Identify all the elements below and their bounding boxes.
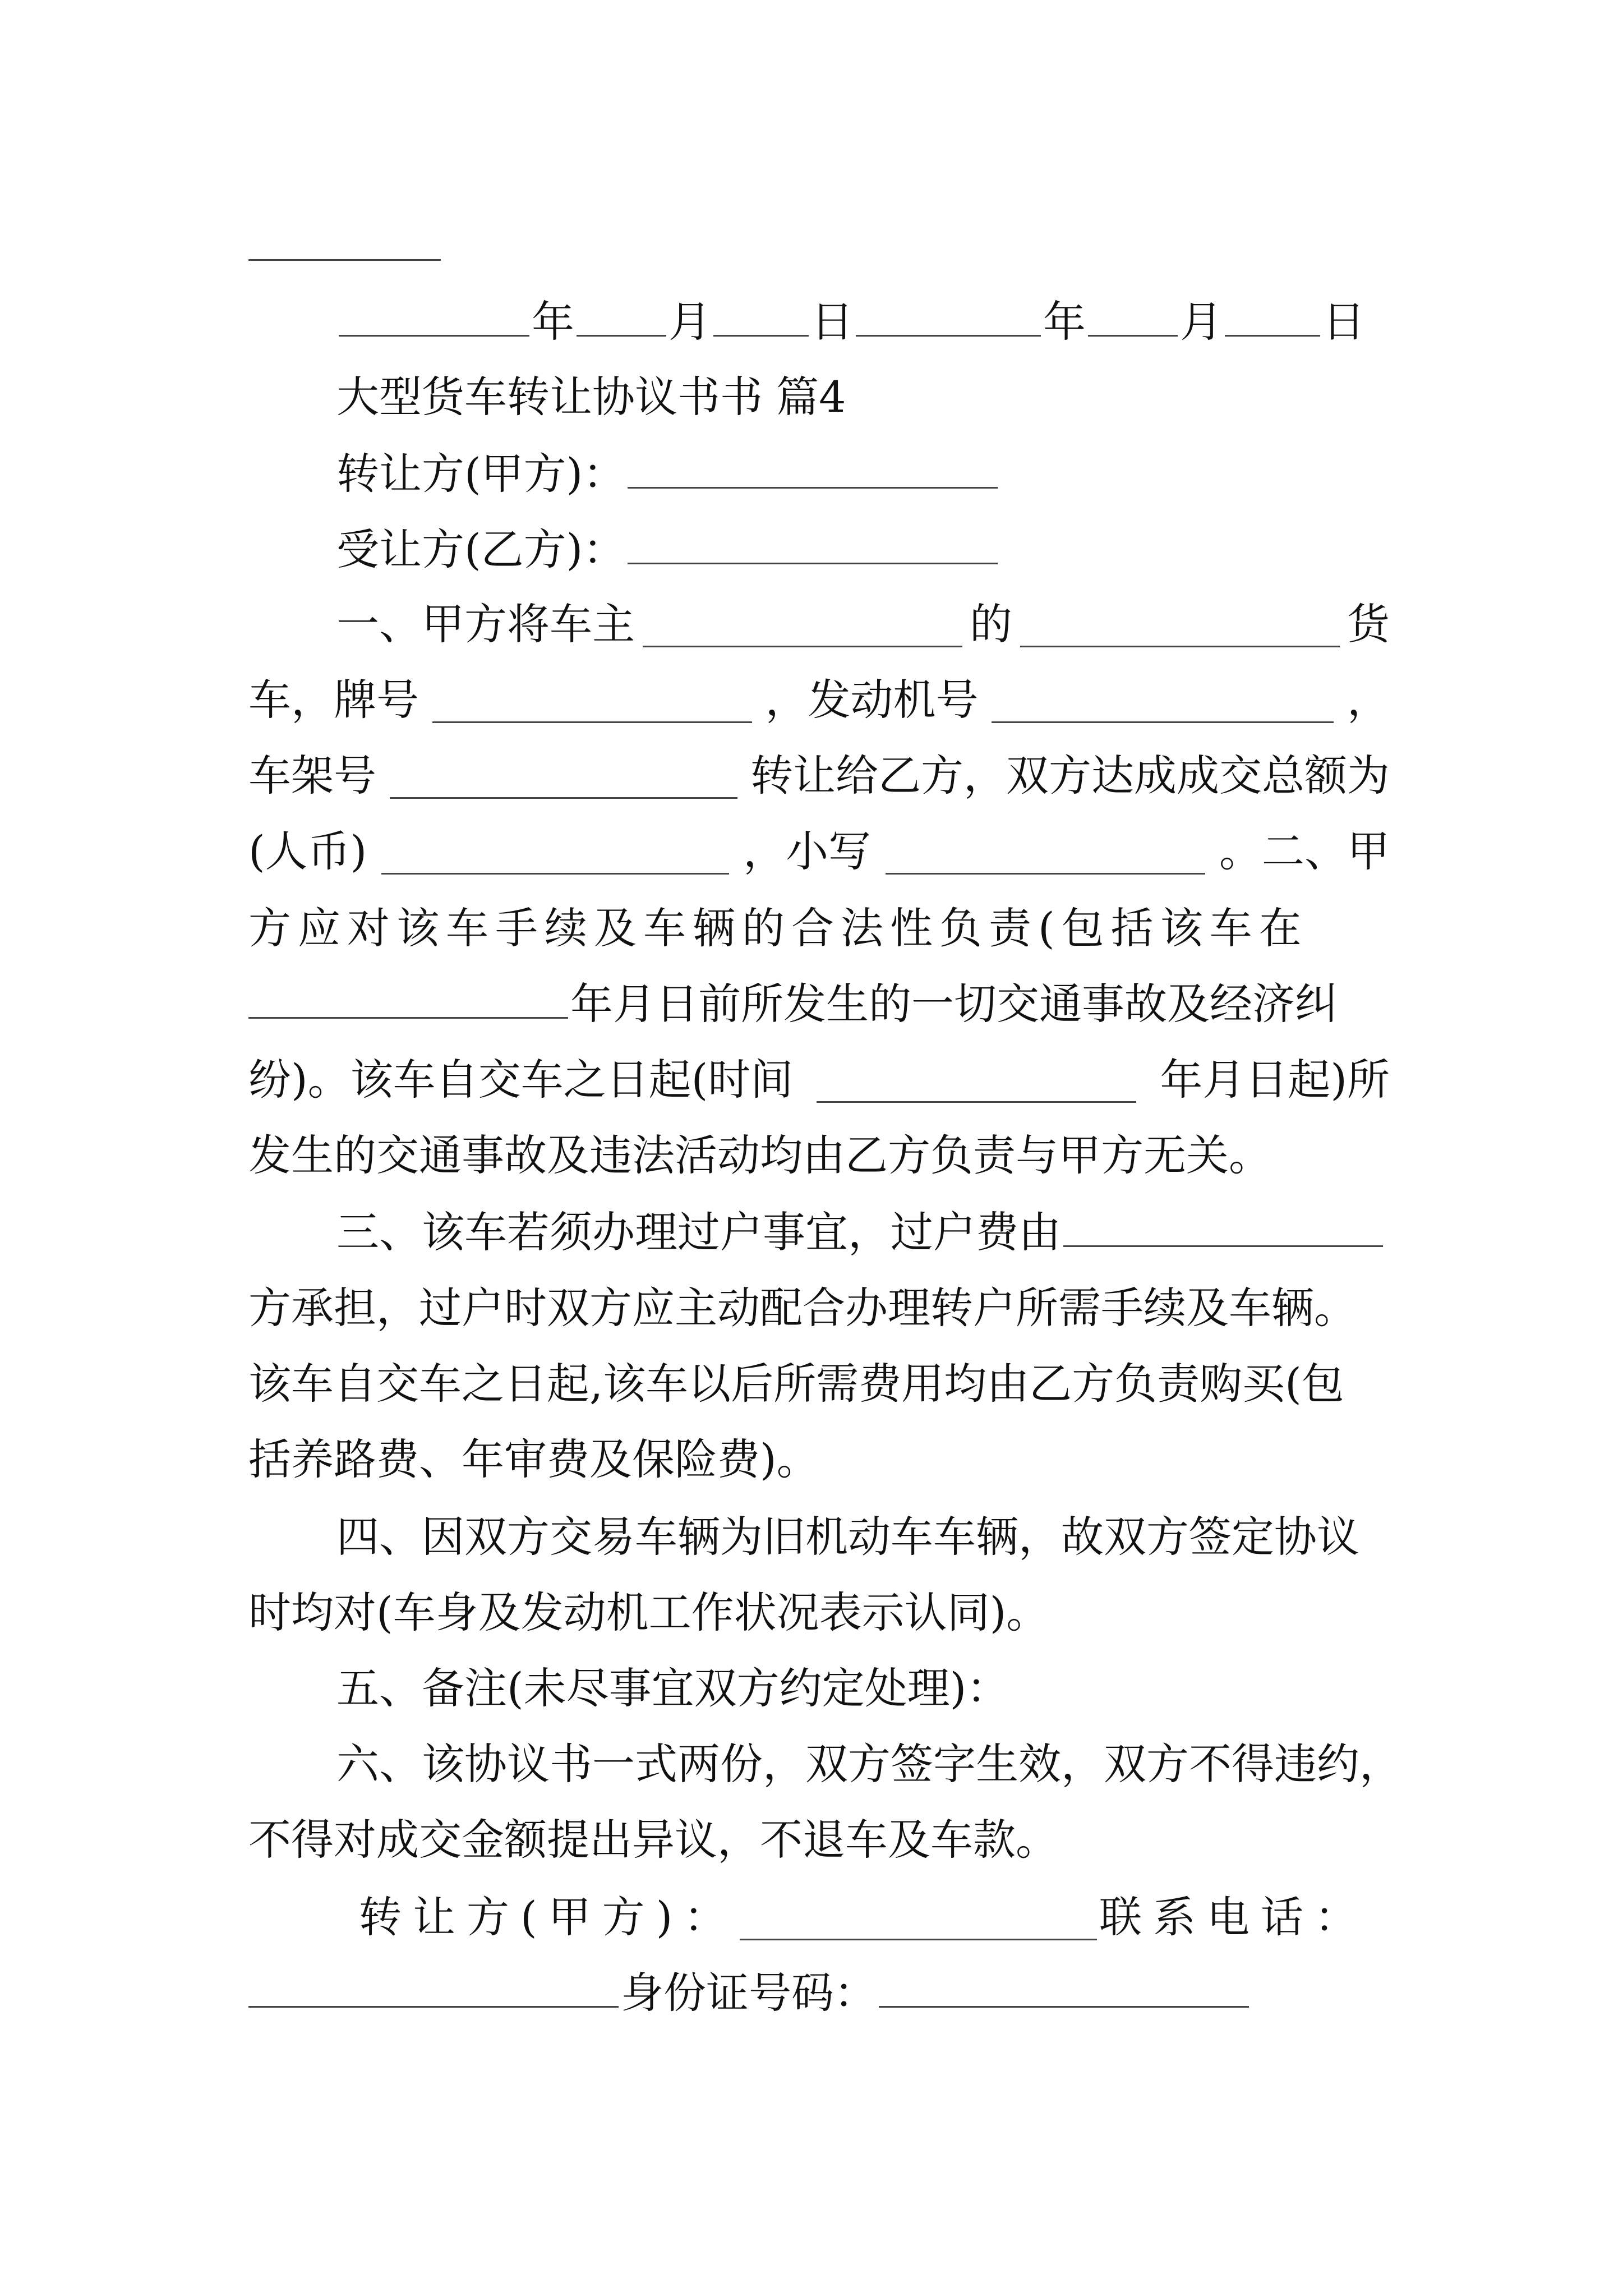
blank	[248, 1962, 619, 2008]
clause6-line1: 六、该协议书一式两份，双方签字生效，双方不得违约，	[336, 1739, 1402, 1789]
blank	[879, 1962, 1249, 2008]
clause3-line2: 方承担，过户时双方应主动配合办理转户所需手续及车辆。	[248, 1283, 1357, 1333]
clause1-line1: 一、甲方将车主 的 货	[336, 599, 1390, 649]
top-blank-line	[248, 259, 441, 261]
clause2-line4: 发生的交通事故及违法活动均由乙方负责与甲方无关。	[248, 1130, 1271, 1180]
clause2-line2: 年月日前所发生的一切交通事故及经济纠	[248, 970, 1390, 1038]
blank	[1020, 602, 1340, 647]
blank	[1088, 291, 1178, 337]
clause5-line: 五、备注(未尽事宜双方约定处理)：	[336, 1663, 1009, 1713]
signature-line1: 转让方(甲方)： 联系电话：	[359, 1892, 1368, 1942]
clause4-line2: 时均对(车身及发动机工作状况表示认同)。	[248, 1588, 1049, 1637]
document-title: 大型货车转让协议书书 篇4	[336, 372, 846, 422]
clause6-line2: 不得对成交金额提出异议，不退车及车款。	[248, 1815, 1058, 1865]
blank	[1063, 1202, 1383, 1247]
clause1-line2: 车，牌号 ，发动机号 ，	[248, 675, 1390, 725]
blank	[740, 1895, 1097, 1940]
blank	[628, 519, 998, 564]
blank	[577, 291, 666, 337]
blank	[390, 753, 737, 799]
blank	[1225, 291, 1320, 337]
blank	[713, 291, 809, 337]
date-line: 年 月 日 年 月 日	[336, 288, 1346, 356]
blank	[381, 829, 729, 875]
transferor-line: 转让方(甲方)：	[336, 440, 1478, 508]
clause2-line1: 方应对该车手续及车辆的合法性负责(包括该车在	[248, 903, 1308, 953]
clause4-line1: 四、因双方交易车辆为旧机动车车辆，故双方签定协议	[336, 1512, 1359, 1562]
blank	[628, 443, 998, 489]
clause1-line4: (人币) ，小写 。二、甲	[248, 826, 1390, 876]
blank	[992, 678, 1334, 723]
transferee-line: 受让方(乙方)：	[336, 516, 1478, 583]
blank	[856, 291, 1041, 337]
signature-line2: 身份证号码：	[248, 1959, 1390, 2027]
clause3-line3: 该车自交车之日起,该车以后所需费用均由乙方负责购买(包	[248, 1359, 1344, 1409]
blank	[886, 829, 1205, 875]
blank	[339, 291, 529, 337]
blank	[248, 973, 568, 1019]
clause1-line3: 车架号 转让给乙方，双方达成成交总额为	[248, 751, 1390, 800]
blank	[817, 1057, 1136, 1103]
blank	[643, 602, 962, 647]
clause2-line3: 纷)。该车自交车之日起(时间 年月日起)所	[248, 1055, 1390, 1105]
clause3-line1: 三、该车若须办理过户事宜，过户费由	[336, 1199, 1478, 1266]
blank	[432, 678, 752, 723]
clause3-line4: 括养路费、年审费及保险费)。	[248, 1434, 819, 1484]
